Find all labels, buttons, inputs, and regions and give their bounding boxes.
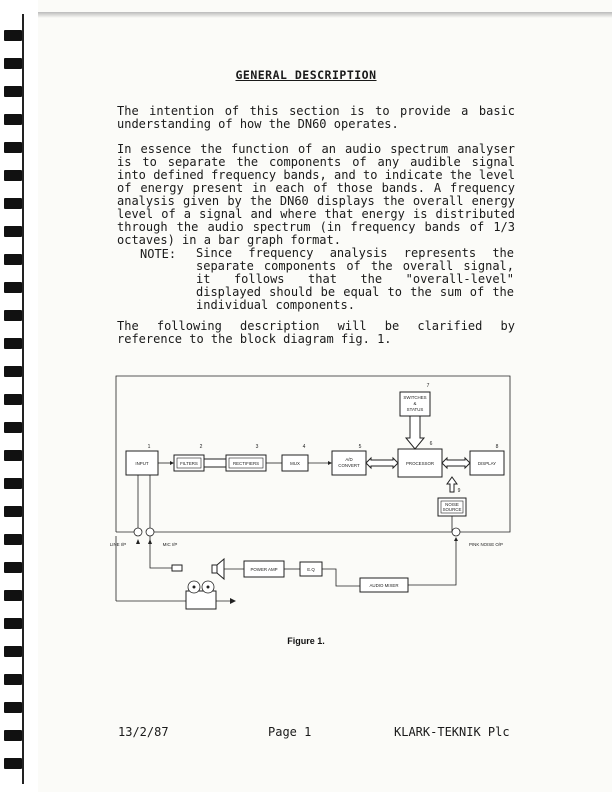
svg-text:FILTERS: FILTERS <box>180 461 198 466</box>
svg-text:E.Q: E.Q <box>307 567 315 572</box>
intro-paragraph: The intention of this section is to provide a basic understanding of how the DN60 operates. <box>117 104 515 131</box>
footer-company: KLARK-TEKNIK Plc <box>394 725 510 739</box>
svg-text:9: 9 <box>457 488 461 494</box>
svg-text:&: & <box>413 401 417 406</box>
svg-text:7: 7 <box>426 383 430 389</box>
block-switches-status <box>400 383 430 416</box>
block-audio-mixer <box>360 578 408 592</box>
svg-text:PROCESSOR: PROCESSOR <box>405 461 435 466</box>
block-display <box>470 444 504 475</box>
svg-text:POWER AMP: POWER AMP <box>250 567 278 572</box>
block-processor <box>398 441 442 477</box>
block-mux <box>282 444 308 471</box>
block-diagram-svg <box>106 372 516 630</box>
svg-text:PINK NOISE O/P: PINK NOISE O/P <box>469 542 503 547</box>
svg-text:4: 4 <box>302 444 306 450</box>
svg-text:SOURCE: SOURCE <box>442 507 462 512</box>
svg-text:LINE I/P: LINE I/P <box>109 542 127 547</box>
svg-text:MUX: MUX <box>290 461 300 466</box>
block-diagram <box>106 372 516 630</box>
svg-text:CONVERT: CONVERT <box>338 463 360 468</box>
svg-text:STATUS: STATUS <box>406 407 424 412</box>
svg-text:6: 6 <box>429 441 433 447</box>
note-label: NOTE: <box>140 247 177 261</box>
svg-text:MIC I/P: MIC I/P <box>162 542 178 547</box>
block-input <box>126 444 158 475</box>
svg-text:RECTIFIERS: RECTIFIERS <box>232 461 260 466</box>
footer-page-number: Page 1 <box>268 725 312 739</box>
svg-text:3: 3 <box>255 444 259 450</box>
svg-text:2: 2 <box>199 444 203 450</box>
block-filters <box>174 444 204 471</box>
block-power-amp <box>244 561 284 577</box>
svg-text:5: 5 <box>358 444 362 450</box>
svg-text:INPUT: INPUT <box>135 461 149 466</box>
page-top-shadow <box>38 12 612 18</box>
svg-text:AUDIO MIXER: AUDIO MIXER <box>369 583 399 588</box>
svg-text:SWITCHES: SWITCHES <box>403 395 427 400</box>
note-text: Since frequency analysis represents the separate components of the overall signal, it follows that the "overall-level" displayed should be equal to the sum of the individual components. <box>196 246 514 312</box>
footer-date: 13/2/87 <box>118 725 169 739</box>
svg-text:NOISE: NOISE <box>445 502 459 507</box>
svg-text:DISPLAY: DISPLAY <box>477 461 497 466</box>
block-rectifiers <box>226 444 266 471</box>
figure-caption: Figure 1. <box>287 636 325 646</box>
section-title: GENERAL DESCRIPTION <box>235 68 377 82</box>
page-edge <box>22 14 24 784</box>
svg-text:A/D: A/D <box>345 457 353 462</box>
svg-text:1: 1 <box>147 444 151 450</box>
reference-paragraph: The following description will be clarified by reference to the block diagram fig. 1. <box>117 319 515 346</box>
block-ad-convert <box>332 444 366 475</box>
svg-text:8: 8 <box>495 444 499 450</box>
spiral-binding <box>0 0 38 792</box>
block-eq <box>300 562 322 576</box>
function-paragraph: In essence the function of an audio spectrum analyser is to separate the components of any audible signal into defined frequency bands, and to indicate the level of energy present in each of those bands. A frequency analysis given by the DN60 displays the overall energy level of a signal and where that energy is distributed through the audio spectrum (in frequency bands of 1/3 octaves) in a bar graph format. <box>117 142 515 247</box>
